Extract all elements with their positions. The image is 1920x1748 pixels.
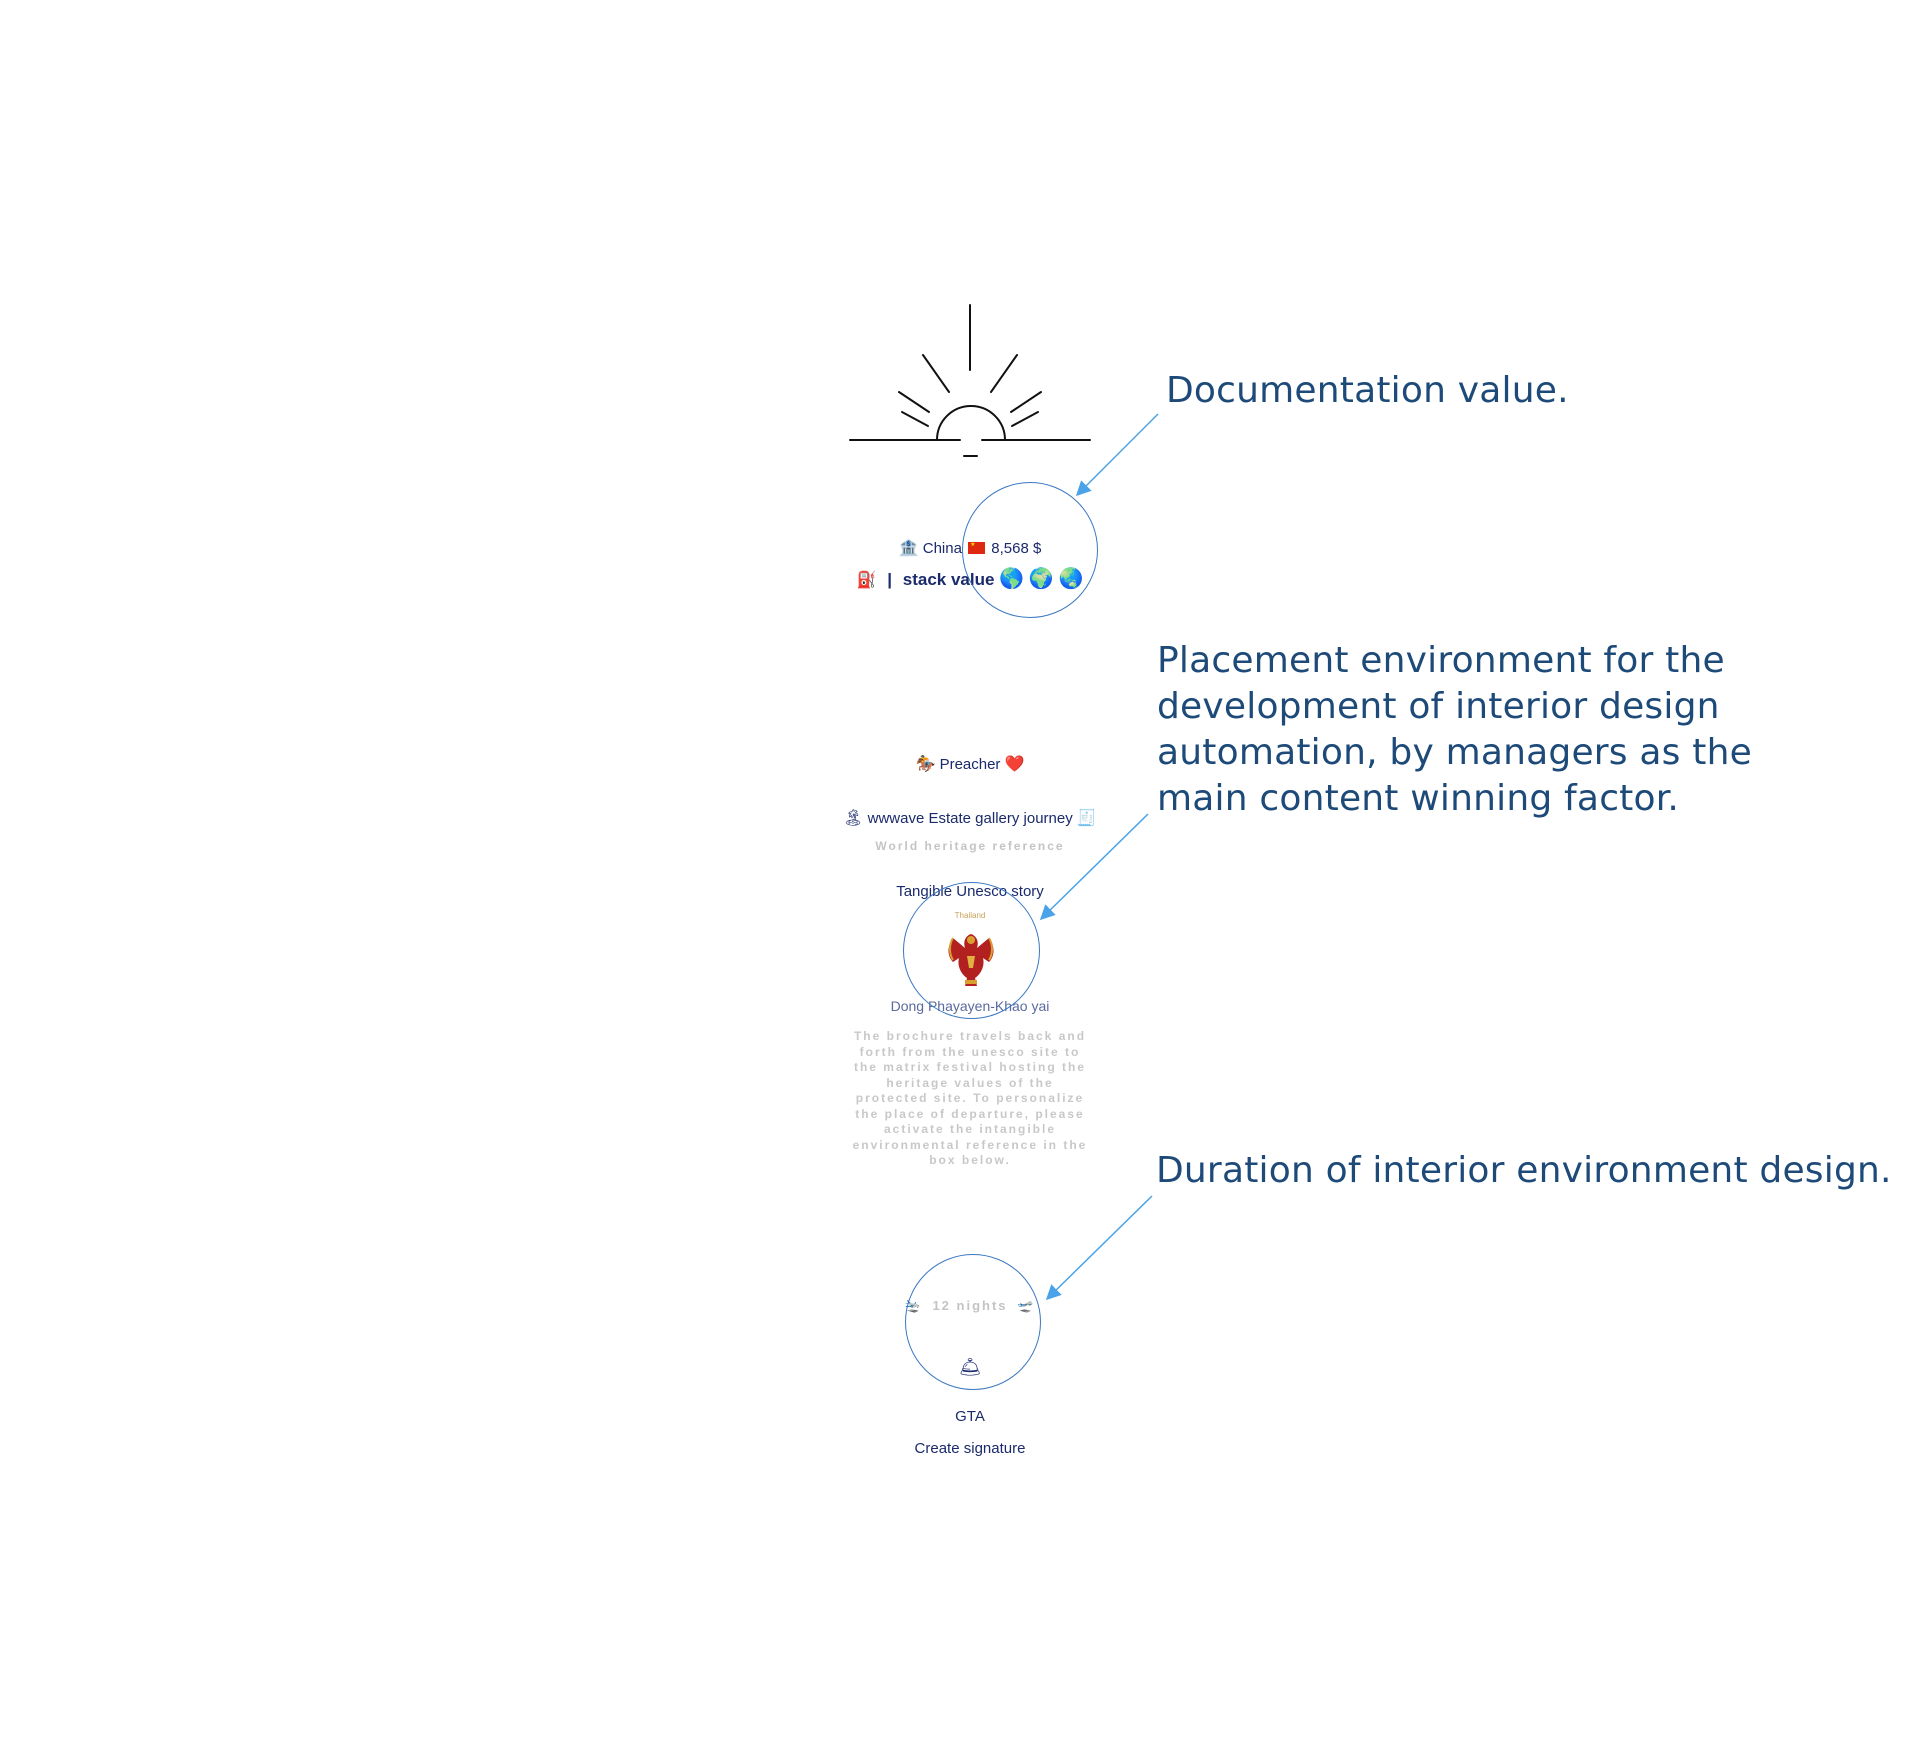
- site-name: Dong Phayayen-Khao yai: [890, 998, 1050, 1014]
- amount-value: 8,568 $: [991, 540, 1042, 557]
- globe-americas-icon: 🌎: [999, 568, 1025, 590]
- annotation-documentation: Documentation value.: [1166, 370, 1569, 411]
- unesco-story-link[interactable]: Tangible Unesco story: [896, 883, 1044, 900]
- departure-icon: 🛫: [1017, 1298, 1036, 1313]
- gta-label[interactable]: GTA: [955, 1408, 985, 1425]
- horse-racing-icon: 🏇: [915, 756, 936, 773]
- emblem-country: Thailand: [954, 911, 986, 920]
- brochure-description: The brochure travels back and forth from the unesco site to the matrix festival hosting the heritage values of the protected site. To personalize the place of departure, please activate the intangible environmental reference in the box below.: [852, 1029, 1088, 1167]
- separator: |: [887, 570, 893, 589]
- country-label: China: [922, 540, 962, 557]
- bank-icon: 🏦: [898, 540, 919, 557]
- stack-value-label: stack value: [902, 570, 995, 589]
- create-signature-link[interactable]: Create signature: [914, 1440, 1026, 1457]
- fuel-pump-icon: ⛽: [856, 572, 877, 589]
- nights-label: 12 nights: [932, 1298, 1008, 1313]
- heart-icon: ❤️: [1004, 756, 1025, 773]
- preacher-label: Preacher: [939, 756, 1001, 773]
- annotation-placement-line: Placement environment for the: [1157, 640, 1725, 681]
- island-icon: 🏝: [843, 810, 864, 827]
- heritage-reference: World heritage reference: [875, 839, 1065, 853]
- annotation-placement-line: main content winning factor.: [1157, 778, 1680, 819]
- annotation-placement-line: automation, by managers as the: [1157, 732, 1752, 773]
- arrow-documentation: [1078, 414, 1158, 494]
- globe-asia-australia-icon: 🌏: [1058, 568, 1084, 590]
- estate-label: wwwave Estate gallery journey: [867, 810, 1073, 827]
- receipt-icon: 🧾: [1076, 810, 1097, 827]
- landing-icon: 🛬: [904, 1298, 923, 1313]
- annotation-placement-line: development of interior design: [1157, 686, 1720, 727]
- bell-icon[interactable]: 🛎: [958, 1357, 982, 1377]
- arrow-placement: [1042, 814, 1148, 918]
- annotation-duration: Duration of interior environment design.: [1156, 1150, 1892, 1191]
- arrow-duration: [1048, 1196, 1152, 1298]
- globe-europe-africa-icon: 🌍: [1028, 568, 1054, 590]
